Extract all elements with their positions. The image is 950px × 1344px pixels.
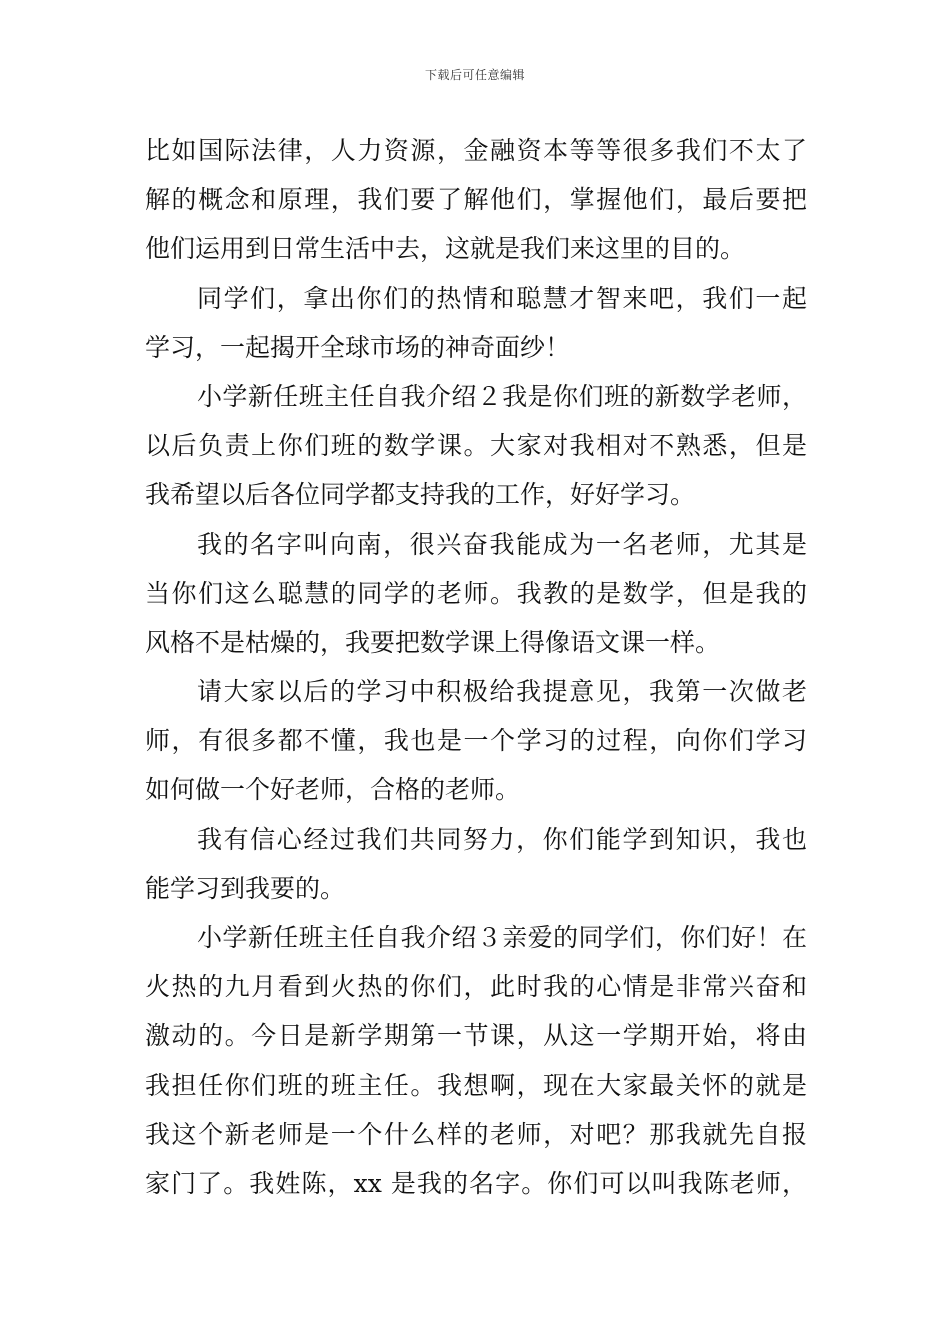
body-line: 解的概念和原理，我们要了解他们，掌握他们，最后要把 [145,185,807,215]
download-edit-note: 下载后可任意编辑 [424,68,525,82]
body-line: 我这个新老师是一个什么样的老师，对吧？那我就先自报 [145,1119,807,1149]
body-line: 师，有很多都不懂，我也是一个学习的过程，向你们学习 [145,726,807,756]
body-line: 风格不是枯燥的，我要把数学课上得像语文课一样。 [145,627,721,657]
body-line: 请大家以后的学习中积极给我提意见，我第一次做老 [197,677,807,707]
body-line: 我希望以后各位同学都支持我的工作，好好学习。 [145,480,696,510]
body-line: 同学们，拿出你们的热情和聪慧才智来吧，我们一起 [197,283,807,313]
body-line: 当你们这么聪慧的同学的老师。我教的是数学，但是我的 [145,578,807,608]
document-body [145,126,807,1208]
body-line: 我的名字叫向南，很兴奋我能成为一名老师，尤其是 [197,529,807,559]
body-line: 比如国际法律，人力资源，金融资本等等很多我们不太了 [145,136,807,165]
body-line: 我有信心经过我们共同努力，你们能学到知识，我也 [197,824,807,854]
body-line: 小学新任班主任自我介绍２我是你们班的新数学老师， [197,381,807,411]
body-line: 小学新任班主任自我介绍３亲爱的同学们，你们好！在 [197,923,807,952]
body-line: 他们运用到日常生活中去，这就是我们来这里的目的。 [145,234,746,264]
body-line: 我担任你们班的班主任。我想啊，现在大家最关怀的就是 [145,1070,807,1100]
body-line: 激动的。今日是新学期第一节课，从这一学期开始，将由 [145,1021,807,1051]
body-line: 以后负责上你们班的数学课。大家对我相对不熟悉，但是 [145,431,807,461]
body-line: 火热的九月看到火热的你们，此时我的心情是非常兴奋和 [145,972,807,1002]
body-line: 学习，一起揭开全球市场的神奇面纱！ [145,332,571,362]
body-line: 能学习到我要的。 [145,873,346,903]
body-line: 如何做一个好老师，合格的老师。 [145,775,521,805]
body-line: 家门了。我姓陈，xx 是我的名字。你们可以叫我陈老师， [145,1168,807,1198]
